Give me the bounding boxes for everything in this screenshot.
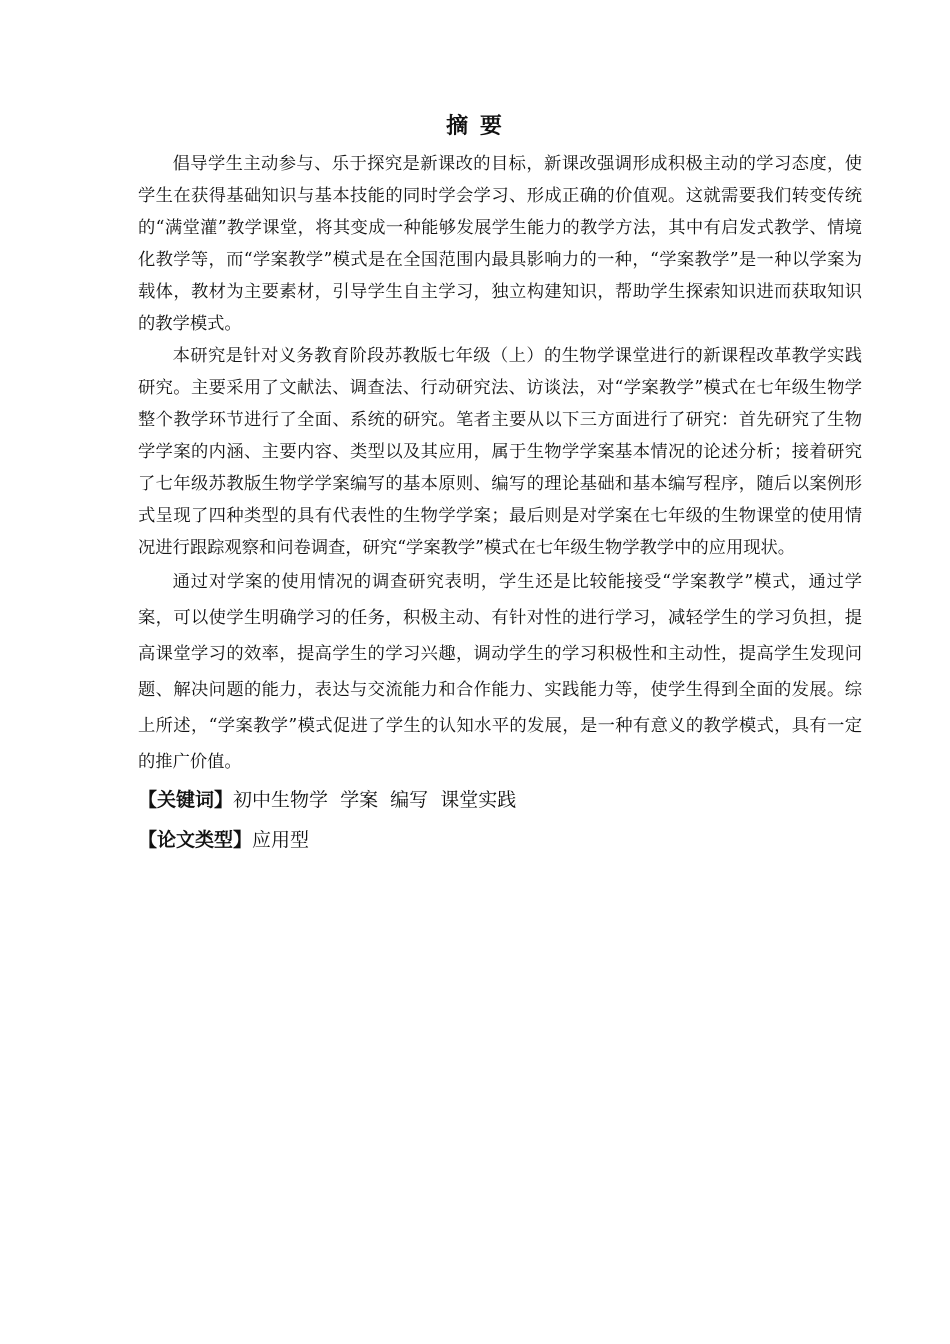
abstract-paragraph-1: 倡导学生主动参与、乐于探究是新课改的目标，新课改强调形成积极主动的学习态度，使学生在获得基础知识与基本技能的同时学会学习、形成正确的价值观。这就需要我们转变传统的“满堂灌”教学课堂，将其变成一种能够发展学生能力的教学方法，其中有启发式教学、情境化教学等，而“学案教学”模式是在全国范围内最具影响力的一种，“学案教学”是一种以学案为载体，教材为主要素材，引导学生自主学习，独立构建知识，帮助学生探索知识进而获取知识的教学模式。 xyxy=(138,154,862,334)
keywords-value: 初中生物学 学案 编写 课堂实践 xyxy=(233,789,517,811)
abstract-title: 摘 要 xyxy=(446,114,504,139)
paper-type-value: 应用型 xyxy=(252,829,310,851)
keywords-label: 【关键词】 xyxy=(138,789,234,811)
abstract-body xyxy=(138,148,862,860)
paper-type-label: 【论文类型】 xyxy=(138,829,253,851)
abstract-paragraph-2: 本研究是针对义务教育阶段苏教版七年级（上）的生物学课堂进行的新课程改革教学实践研究。主要采用了文献法、调查法、行动研究法、访谈法，对“学案教学”模式在七年级生物学整个教学环节进行了全面、系统的研究。笔者主要从以下三方面进行了研究：首先研究了生物学学案的内涵、主要内容、类型以及其应用，属于生物学学案基本情况的论述分析；接着研究了七年级苏教版生物学学案编写的基本原则、编写的理论基础和基本编写程序，随后以案例形式呈现了四种类型的具有代表性的生物学学案；最后则是对学案在七年级的生物课堂的使用情况进行跟踪观察和问卷调查，研究“学案教学”模式在七年级生物学教学中的应用现状。 xyxy=(138,346,862,558)
paper-type-line xyxy=(138,820,862,860)
keywords-line xyxy=(138,780,862,820)
abstract-paragraph-3: 通过对学案的使用情况的调查研究表明，学生还是比较能接受“学案教学”模式，通过学案，可以使学生明确学习的任务，积极主动、有针对性的进行学习，减轻学生的学习负担，提高课堂学习的效率，提高学生的学习兴趣，调动学生的学习积极性和主动性，提高学生发现问题、解决问题的能力，表达与交流能力和合作能力、实践能力等，使学生得到全面的发展。综上所述，“学案教学”模式促进了学生的认知水平的发展，是一种有意义的教学模式，具有一定的推广价值。 xyxy=(138,572,862,772)
